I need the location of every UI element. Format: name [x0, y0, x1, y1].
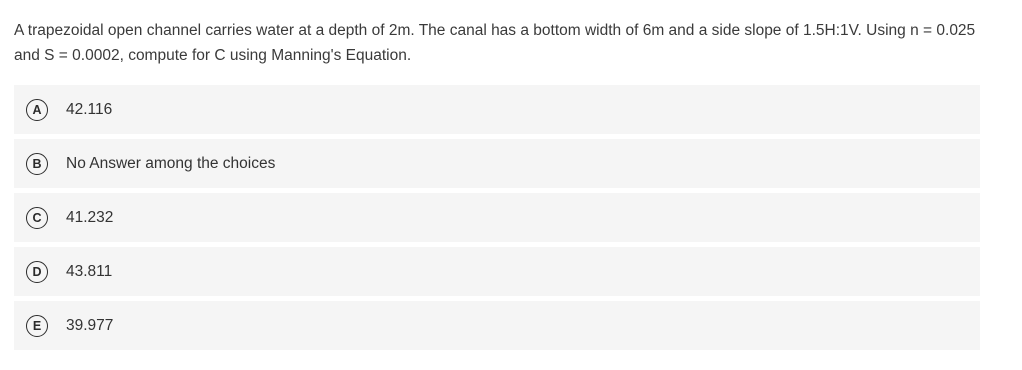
option-letter-badge: E: [26, 315, 48, 337]
option-text: 39.977: [66, 316, 114, 334]
answer-options: [14, 85, 980, 355]
option-text: 43.811: [66, 262, 113, 280]
option-text: 41.232: [66, 208, 114, 226]
option-text: 42.116: [66, 100, 113, 118]
option-letter-badge: D: [26, 261, 48, 283]
option-letter-badge: B: [26, 153, 48, 175]
option-text: No Answer among the choices: [66, 154, 276, 172]
option-c[interactable]: [14, 193, 980, 242]
option-e[interactable]: [14, 301, 980, 350]
option-letter-badge: A: [26, 99, 48, 121]
option-d[interactable]: [14, 247, 980, 296]
option-a[interactable]: [14, 85, 980, 134]
question-text: A trapezoidal open channel carries water at a depth of 2m. The canal has a bottom width of 6m and a side slope of 1.5H:1V. Using n = 0.025 and S = 0.0002, compute for C using Manning's Equation.: [14, 22, 976, 64]
option-letter-badge: C: [26, 207, 48, 229]
option-b[interactable]: [14, 139, 980, 188]
